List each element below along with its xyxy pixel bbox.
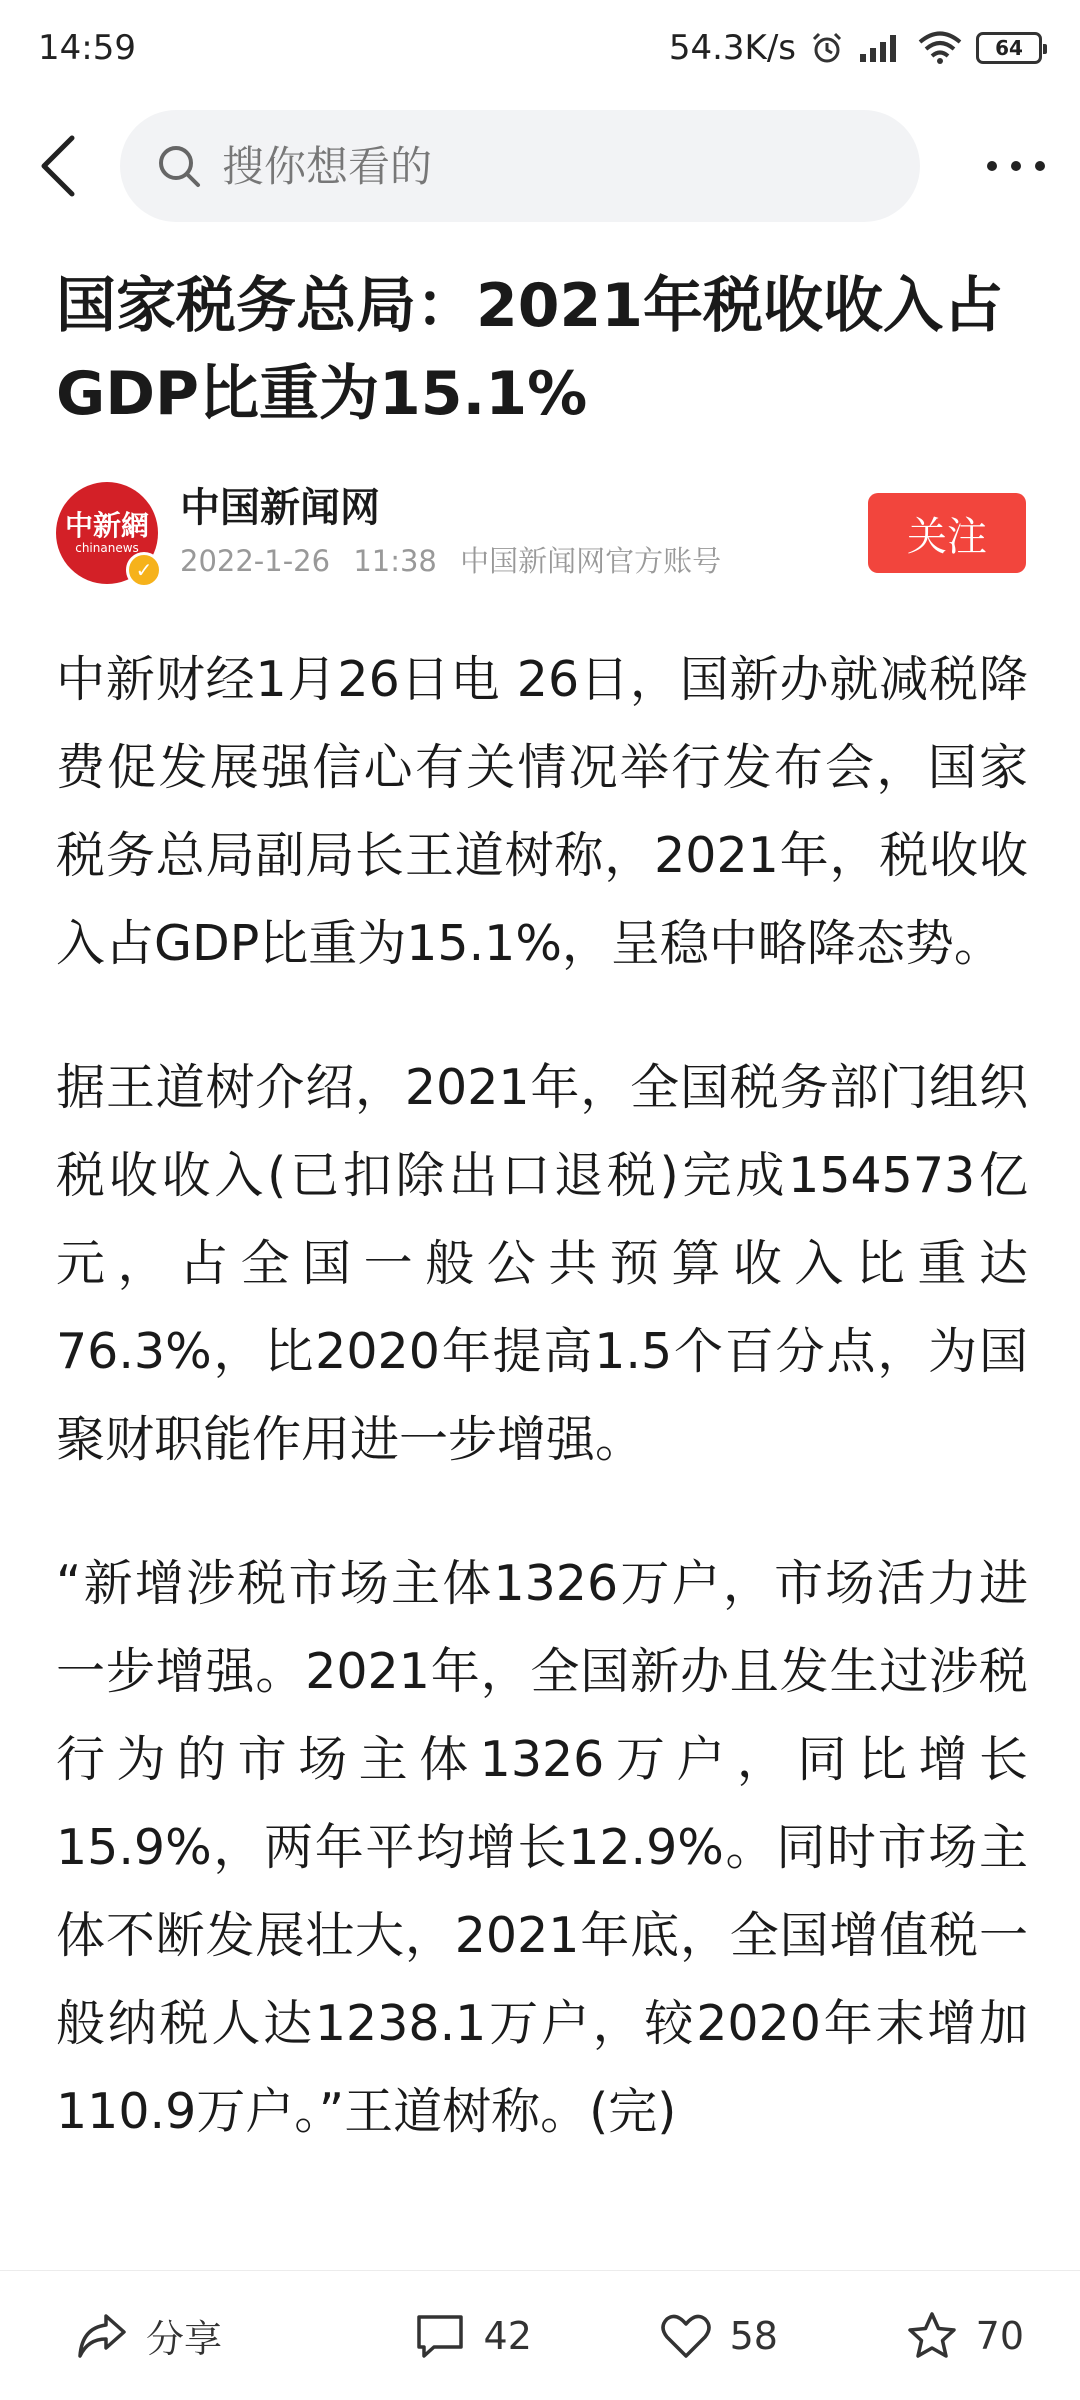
article-paragraph: 据王道树介绍，2021年，全国税务部门组织税收收入(已扣除出口退税)完成154573亿元，占全国一般公共预算收入比重达76.3%，比2020年提高1.5个百分点，为国聚财职能作用进一步增强。 xyxy=(56,1059,1028,1468)
like-count: 58 xyxy=(729,2313,778,2358)
search-icon xyxy=(156,143,202,189)
publish-info xyxy=(180,538,735,584)
article-paragraph: “新增涉税市场主体1326万户，市场活力进一步增强。2021年，全国新办且发生过涉税行为的市场主体1326万户，同比增长15.9%，两年平均增长12.9%。同时市场主体不断发展壮大，2021年底，全国增值税一般纳税人达1238.1万户，较2020年末增加110.9万户。”王道树称。(完) xyxy=(56,1555,1028,2140)
account-type: 中国新闻网官方账号 xyxy=(460,544,722,578)
more-options-button[interactable] xyxy=(976,126,1056,206)
share-button[interactable] xyxy=(76,2308,334,2363)
like-button[interactable] xyxy=(660,2312,906,2360)
author-row xyxy=(56,478,1026,588)
favorite-count: 70 xyxy=(975,2313,1024,2358)
comment-count: 42 xyxy=(483,2313,532,2358)
search-box[interactable] xyxy=(120,110,920,222)
verified-badge-icon: ✓ xyxy=(126,552,162,588)
status-bar xyxy=(0,0,1080,96)
share-label: 分享 xyxy=(146,2317,223,2361)
network-speed: 54.3K/s xyxy=(668,28,796,68)
author-meta xyxy=(180,482,735,584)
article-body xyxy=(56,636,1028,2264)
back-button[interactable] xyxy=(38,126,102,206)
back-arrow-icon xyxy=(38,134,78,198)
more-dots-icon xyxy=(986,160,1046,172)
status-time: 14:59 xyxy=(38,28,136,68)
battery-icon: 64 xyxy=(976,32,1042,64)
status-icons xyxy=(669,28,1042,68)
wifi-icon xyxy=(918,31,962,65)
nav-bar xyxy=(0,108,1080,224)
heart-icon xyxy=(660,2312,712,2360)
signal-icon xyxy=(858,32,904,64)
author-name[interactable]: 中国新闻网 xyxy=(180,485,380,531)
star-icon xyxy=(906,2311,958,2361)
publish-date: 2022-1-26 xyxy=(180,544,331,578)
author-avatar[interactable] xyxy=(56,482,158,584)
bottom-action-bar xyxy=(0,2270,1080,2400)
publish-time: 11:38 xyxy=(353,544,437,578)
follow-button[interactable]: 关注 xyxy=(868,493,1026,573)
avatar-logo-text: 中新網 xyxy=(64,509,149,542)
favorite-button[interactable] xyxy=(906,2311,1024,2361)
avatar-logo-subtext: chinanews xyxy=(75,541,139,555)
search-input[interactable] xyxy=(222,142,822,191)
comment-button[interactable] xyxy=(414,2312,660,2360)
comment-icon xyxy=(414,2312,466,2360)
alarm-icon xyxy=(810,31,844,65)
article-title: 国家税务总局：2021年税收收入占GDP比重为15.1% xyxy=(56,271,1003,429)
share-icon xyxy=(76,2312,128,2360)
article-paragraph: 中新财经1月26日电 26日，国新办就减税降费促发展强信心有关情况举行发布会，国家税务总局副局长王道树称，2021年，税收收入占GDP比重为15.1%，呈稳中略降态势。 xyxy=(56,651,1028,972)
